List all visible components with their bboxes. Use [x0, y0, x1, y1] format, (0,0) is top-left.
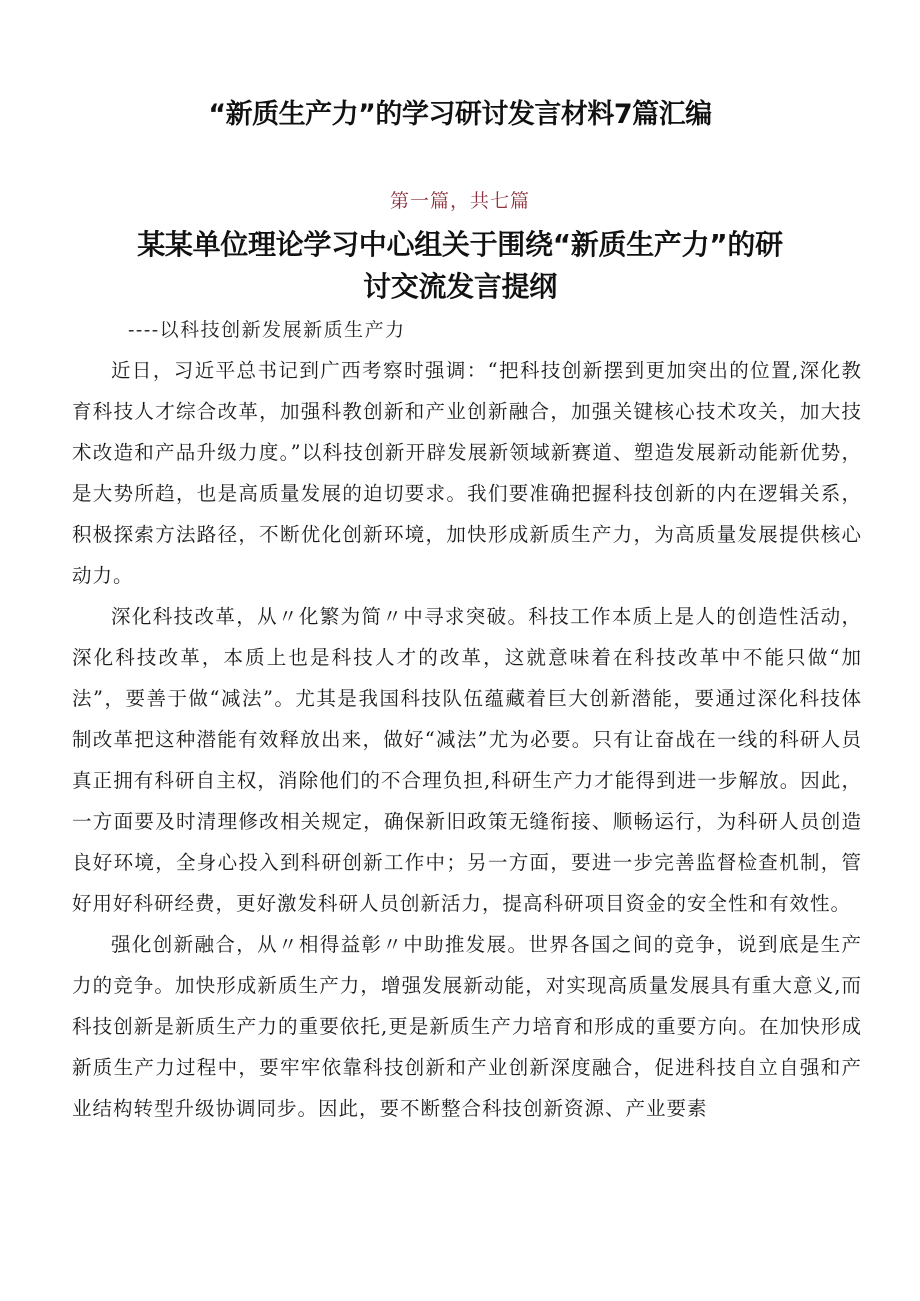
section-title-line-1: 某某单位理论学习中心组关于围绕“新质生产力”的研 — [137, 228, 783, 261]
body-text — [72, 350, 862, 1129]
section-title — [0, 224, 920, 308]
paragraph: 近日，习近平总书记到广西考察时强调：“把科技创新摆到更加突出的位置,深化教育科技人才综合改革，加强科教创新和产业创新融合，加强关键核心技术攻关，加大技术改造和产品升级力度。”以科技创新开辟发展新领域新赛道、塑造发展新动能新优势，是大势所趋，也是高质量发展的迫切要求。我们要准确把握科技创新的内在逻辑关系，积极探索方法路径，不断优化创新环境，加快形成新质生产力，为高质量发展提供核心动力。 — [72, 359, 862, 587]
paragraph: 深化科技改革，从〃化繁为简〃中寻求突破。科技工作本质上是人的创造性活动，深化科技改革，本质上也是科技人才的改革，这就意味着在科技改革中不能只做“加法”，要善于做“减法”。尤其是我国科技队伍蕴藏着巨大创新潜能，要通过深化科技体制改革把这种潜能有效释放出来，做好“减法”尤为必要。只有让奋战在一线的科研人员真正拥有科研自主权，消除他们的不合理负担,科研生产力才能得到进一步解放。因此，一方面要及时清理修改相关规定，确保新旧政策无缝衔接、顺畅运行，为科研人员创造良好环境，全身心投入到科研创新工作中；另一方面，要进一步完善监督检查机制，管好用好科研经费，更好激发科研人员创新活力，提高科研项目资金的安全性和有效性。 — [72, 605, 862, 915]
section-subtitle: ----以科技创新发展新质生产力 — [128, 319, 406, 341]
document-title: “新质生产力”的学习研讨发言材料7篇汇编 — [208, 99, 712, 130]
section-title-line-2: 讨交流发言提纲 — [363, 270, 557, 303]
section-label: 第一篇，共七篇 — [389, 190, 530, 212]
paragraph: 强化创新融合，从〃相得益彰〃中助推发展。世界各国之间的竞争，说到底是生产力的竞争。加快形成新质生产力，增强发展新动能，对实现高质量发展具有重大意义,而科技创新是新质生产力的重要依托,更是新质生产力培育和形成的重要方向。在加快形成新质生产力过程中，要牢牢依靠科技创新和产业创新深度融合，促进科技自立自强和产业结构转型升级协调同步。因此，要不断整合科技创新资源、产业要素 — [72, 933, 862, 1120]
